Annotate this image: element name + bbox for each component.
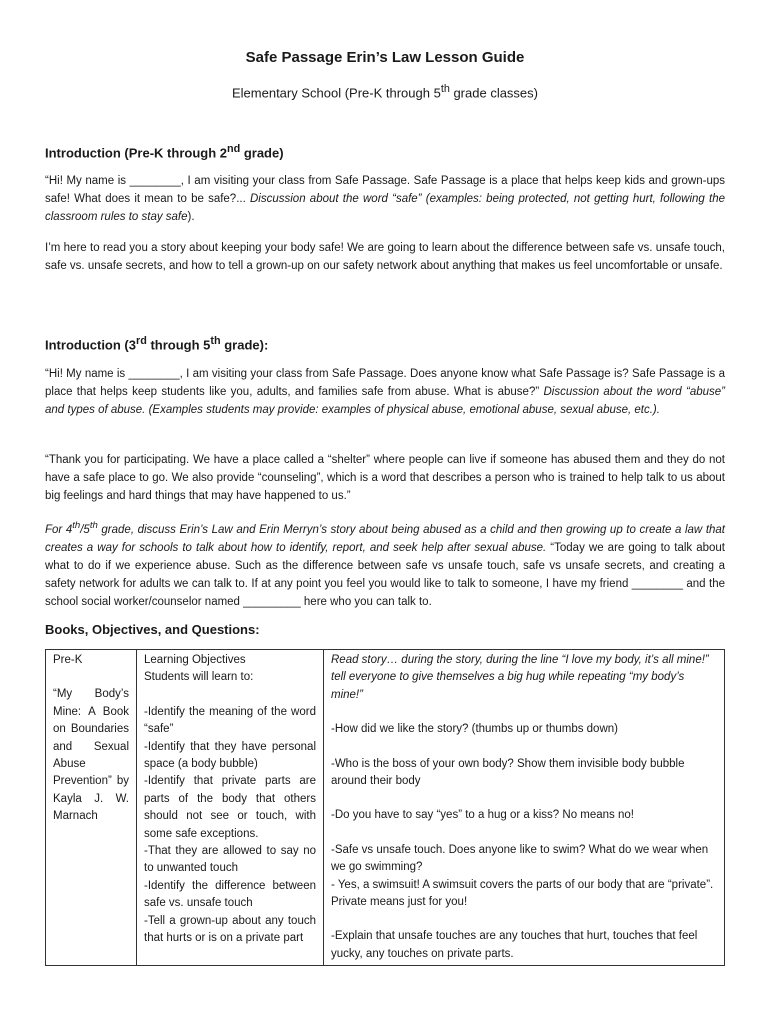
- spacer: [331, 739, 717, 756]
- spacer: [331, 790, 717, 807]
- intro-prek-paragraph-2: I’m here to read you a story about keeping your body safe! We are going to learn about the difference between safe vs. unsafe touch, safe vs. unsafe secrets, and how to tell a grown-up on our safety network about anything that makes us feel uncomfortable or unsafe.: [45, 242, 725, 272]
- heading-sup: rd: [136, 335, 147, 347]
- spacer: [53, 669, 129, 686]
- intro-grade3-5-paragraph-3: [45, 517, 725, 611]
- paragraph-sup: th: [72, 520, 81, 531]
- paragraph-sup-2: th: [89, 520, 98, 531]
- heading-sup-2: th: [210, 335, 221, 347]
- book-citation: “My Body’s Mine: A Book on Boundaries and Sexual Abuse Prevention” by Kayla J. W. Marnach: [53, 688, 129, 823]
- heading-text: Introduction (3: [45, 337, 136, 353]
- paragraph-italic: For 4: [45, 523, 73, 536]
- paragraph-text-end: ).: [187, 211, 195, 223]
- question-item: -How did we like the story? (thumbs up or thumbs down): [331, 723, 618, 736]
- paragraph-text: “Hi! My name is ________, I am visiting your class from Safe Passage. Does anyone know what Safe Passage is? Safe Passage is a place that helps keep students like you, adults, and families safe from abuse. What is abuse?”: [45, 368, 725, 398]
- intro-prek-heading: [45, 143, 284, 160]
- question-item: -Safe vs unsafe touch. Does anyone like to swim? What do we wear when we go swimming?: [331, 843, 709, 874]
- story-instruction: Read story… during the story, during the line “I love my body, it’s all mine!” tell everyone to give themselves a big hug while repeating “my body’s mine!”: [331, 654, 709, 701]
- intro-grade3-5-paragraph-2: “Thank you for participating. We have a place called a “shelter” where people can live if someone has abused them and they do not have a safe place to go. We also provide “counseling”, which is a word that describes a person who is trained to help talk to us about big feelings and hard things that may have happened to us.”: [45, 454, 725, 502]
- objective-item: -Identify the meaning of the word “safe”: [144, 705, 316, 736]
- paragraph-italic-2: /5: [80, 523, 90, 536]
- question-item: -Explain that unsafe touches are any touches that hurt, touches that feel yucky, any touches on private parts.: [331, 930, 698, 960]
- questions-cell: [324, 650, 725, 966]
- document-subtitle: [0, 83, 770, 100]
- books-objectives-table: [45, 649, 725, 966]
- paragraph-italic: Discussion about the word “abuse” and types of abuse. (Examples students may provide: examples of physical abuse, emotional abuse, sexual abuse, etc.).: [45, 386, 725, 416]
- subtitle-text-end: grade classes): [449, 85, 538, 101]
- heading-text: Introduction (Pre-K through 2: [45, 145, 227, 161]
- grade-label: Pre-K: [53, 654, 83, 666]
- question-item: -Do you have to say “yes” to a hug or a kiss? No means no!: [331, 809, 634, 822]
- objectives-cell: [137, 650, 324, 966]
- objectives-heading: Learning Objectives: [144, 654, 246, 666]
- subtitle-text: Elementary School (Pre-K through 5: [231, 85, 441, 101]
- document-title: Safe Passage Erin’s Law Lesson Guide: [245, 49, 525, 66]
- objective-item: -That they are allowed to say no to unwanted touch: [144, 845, 316, 875]
- subtitle-sup: th: [440, 83, 450, 95]
- paragraph-italic: Discussion about the word “safe” (examples: being protected, not getting hurt, following the classroom rules to stay safe: [45, 193, 725, 223]
- objective-item: -Identify that they have personal space (a body bubble): [144, 740, 316, 771]
- question-item: -Who is the boss of your own body? Show them invisible body bubble around their body: [331, 757, 685, 788]
- intro-grade3-5-paragraph-1: [45, 365, 725, 419]
- spacer: [331, 825, 717, 842]
- heading-text-mid: through 5: [146, 337, 211, 353]
- paragraph-text: “Hi! My name is ________, I am visiting your class from Safe Passage. Safe Passage is a place that helps keep kids and grown-ups safe! What does it mean to be safe?...: [45, 175, 725, 205]
- paragraph-text: “Today we are going to talk about what to do if we experience abuse. Such as the difference between safe vs unsafe touch, safe vs unsafe secrets, and creating a safety network for adults we can talk to. If at any point you feel you would like to talk to someone, I have my friend ________ and the school social worker/counselor named _________ here who you can talk to.: [45, 541, 726, 608]
- heading-text-end: grade): [240, 145, 284, 161]
- objective-item: -Identify the difference between safe vs. unsafe touch: [144, 879, 316, 910]
- spacer: [331, 704, 717, 721]
- question-item: - Yes, a swimsuit! A swimsuit covers the parts of our body that are “private”. Private means just for you!: [331, 878, 714, 909]
- books-heading: Books, Objectives, and Questions:: [45, 622, 260, 637]
- heading-sup: nd: [226, 143, 241, 155]
- paragraph-italic-3: grade, discuss Erin’s Law and Erin Merryn’s story about being abused as a child and then growing up to create a law that creates a way for schools to talk about how to identify, report, and seek help after sexual abuse.: [45, 523, 725, 554]
- spacer: [144, 687, 316, 704]
- intro-grade3-5-heading: [45, 335, 268, 352]
- grade-book-cell: [46, 650, 137, 966]
- intro-prek-paragraph-1: [45, 172, 725, 226]
- objectives-intro: Students will learn to:: [144, 671, 254, 684]
- objective-item: -Identify that private parts are parts of the body that others should not see or touch, with some safe exceptions.: [144, 775, 316, 840]
- heading-text-end: grade):: [220, 337, 269, 353]
- table-row: [46, 650, 725, 966]
- objective-item: -Tell a grown-up about any touch that hurts or is on a private part: [144, 914, 316, 945]
- spacer: [331, 911, 717, 928]
